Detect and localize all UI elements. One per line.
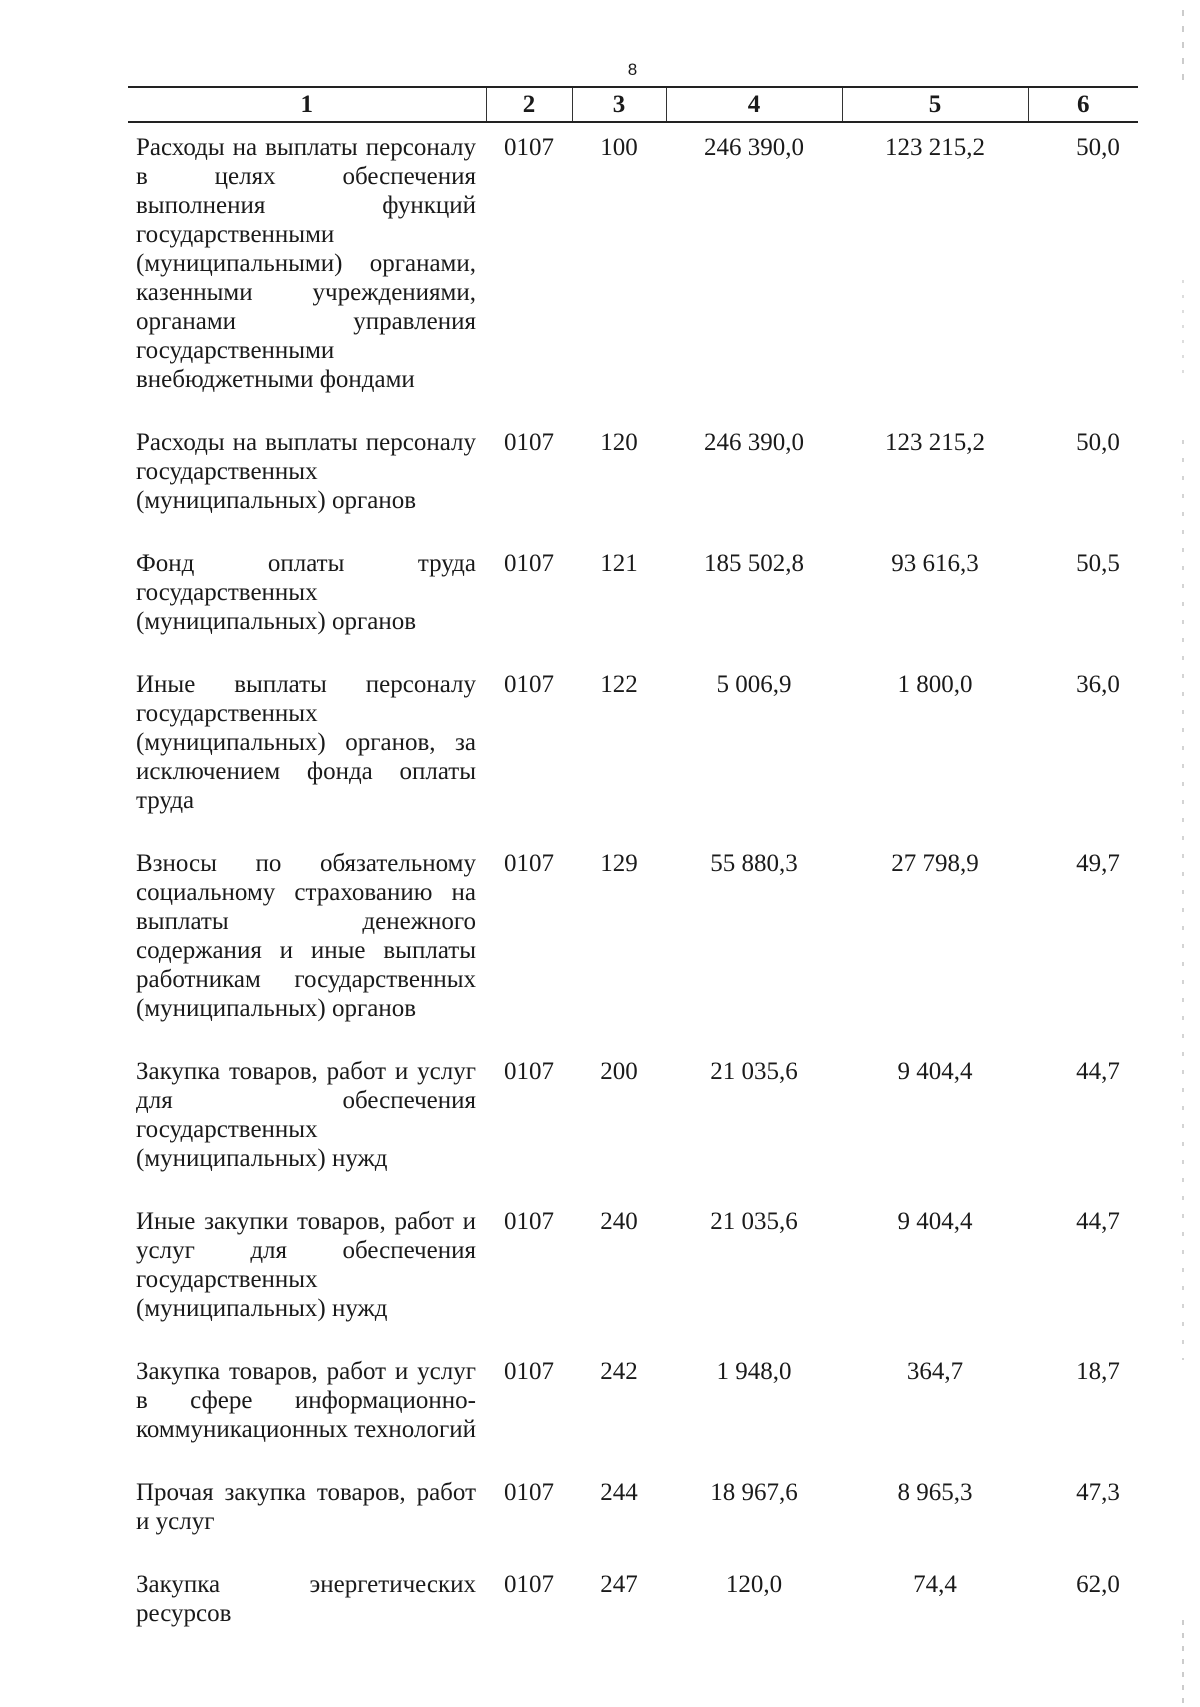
row-code: 120 xyxy=(600,429,638,456)
row-actual: 27 798,9 xyxy=(891,850,979,877)
row-plan: 21 035,6 xyxy=(710,1058,798,1085)
row-plan: 120,0 xyxy=(725,1571,783,1598)
row-section: 0107 xyxy=(504,550,554,577)
table-header xyxy=(128,87,1138,122)
row-section: 0107 xyxy=(504,850,554,877)
table-row xyxy=(128,539,1138,660)
row-section: 0107 xyxy=(504,429,554,456)
row-code: 121 xyxy=(600,550,638,577)
row-code: 240 xyxy=(600,1208,638,1235)
column-header-4: 4 xyxy=(666,87,842,122)
row-code: 247 xyxy=(600,1571,638,1598)
row-name: Закупка энергетических ресурсов xyxy=(136,1571,476,1627)
row-plan: 55 880,3 xyxy=(710,850,798,877)
row-section: 0107 xyxy=(504,1058,554,1085)
table-row xyxy=(128,1347,1138,1468)
row-name: Иные закупки товаров, работ и услуг для обеспечения государственных (муниципальных) нужд xyxy=(136,1208,476,1322)
row-code: 200 xyxy=(600,1058,638,1085)
row-actual: 123 215,2 xyxy=(885,429,985,456)
table-row xyxy=(128,660,1138,839)
table-row xyxy=(128,418,1138,539)
row-section: 0107 xyxy=(504,1479,554,1506)
row-actual: 8 965,3 xyxy=(897,1479,973,1506)
row-percent: 62,0 xyxy=(1076,1571,1120,1598)
row-percent: 47,3 xyxy=(1076,1479,1120,1506)
row-actual: 74,4 xyxy=(913,1571,957,1598)
row-plan: 18 967,6 xyxy=(710,1479,798,1506)
row-percent: 18,7 xyxy=(1076,1358,1120,1385)
row-name: Расходы на выплаты персоналу государственных (муниципальных) органов xyxy=(136,429,476,514)
table-row xyxy=(128,1197,1138,1347)
row-plan: 246 390,0 xyxy=(704,429,804,456)
row-code: 129 xyxy=(600,850,638,877)
row-plan: 21 035,6 xyxy=(710,1208,798,1235)
table-row xyxy=(128,122,1138,418)
row-section: 0107 xyxy=(504,134,554,161)
column-header-5: 5 xyxy=(842,87,1028,122)
row-section: 0107 xyxy=(504,1358,554,1385)
row-plan: 1 948,0 xyxy=(716,1358,792,1385)
row-plan: 5 006,9 xyxy=(716,671,792,698)
row-name: Фонд оплаты труда государственных (муниципальных) органов xyxy=(136,550,476,635)
row-percent: 50,0 xyxy=(1076,134,1120,161)
row-actual: 123 215,2 xyxy=(885,134,985,161)
column-header-3: 3 xyxy=(572,87,666,122)
row-percent: 50,5 xyxy=(1076,550,1120,577)
row-name: Расходы на выплаты персоналу в целях обеспечения выполнения функций государственными (муниципальными) органами, казенными учреждениями, органами управления государственными внебюджетными фондами xyxy=(136,134,476,393)
row-percent: 44,7 xyxy=(1076,1058,1120,1085)
row-name: Взносы по обязательному социальному страхованию на выплаты денежного содержания и иные выплаты работникам государственных (муниципальных) органов xyxy=(136,850,476,1022)
row-name: Закупка товаров, работ и услуг в сфере информационно-коммуникационных технологий xyxy=(136,1358,476,1443)
row-plan: 246 390,0 xyxy=(704,134,804,161)
row-section: 0107 xyxy=(504,1571,554,1598)
row-percent: 36,0 xyxy=(1076,671,1120,698)
header-row xyxy=(128,87,1138,122)
table-row xyxy=(128,1560,1138,1652)
row-code: 100 xyxy=(600,134,638,161)
table-row xyxy=(128,1047,1138,1197)
budget-table xyxy=(128,86,1138,1652)
row-actual: 1 800,0 xyxy=(897,671,973,698)
column-header-1: 1 xyxy=(128,87,486,122)
column-header-2: 2 xyxy=(486,87,572,122)
row-section: 0107 xyxy=(504,671,554,698)
row-name: Прочая закупка товаров, работ и услуг xyxy=(136,1479,476,1535)
row-percent: 44,7 xyxy=(1076,1208,1120,1235)
row-section: 0107 xyxy=(504,1208,554,1235)
row-actual: 9 404,4 xyxy=(897,1058,973,1085)
column-header-6: 6 xyxy=(1028,87,1138,122)
table-row xyxy=(128,839,1138,1047)
row-name: Иные выплаты персоналу государственных (муниципальных) органов, за исключением фонда оплаты труда xyxy=(136,671,476,814)
scan-edge-marks xyxy=(1182,0,1184,1707)
row-code: 244 xyxy=(600,1479,638,1506)
row-plan: 185 502,8 xyxy=(704,550,804,577)
row-percent: 49,7 xyxy=(1076,850,1120,877)
row-actual: 93 616,3 xyxy=(891,550,979,577)
row-code: 122 xyxy=(600,671,638,698)
row-actual: 9 404,4 xyxy=(897,1208,973,1235)
row-percent: 50,0 xyxy=(1076,429,1120,456)
page-number: 8 xyxy=(627,60,638,79)
row-code: 242 xyxy=(600,1358,638,1385)
table-row xyxy=(128,1468,1138,1560)
table-body xyxy=(128,122,1138,1652)
row-name: Закупка товаров, работ и услуг для обеспечения государственных (муниципальных) нужд xyxy=(136,1058,476,1172)
row-actual: 364,7 xyxy=(906,1358,964,1385)
